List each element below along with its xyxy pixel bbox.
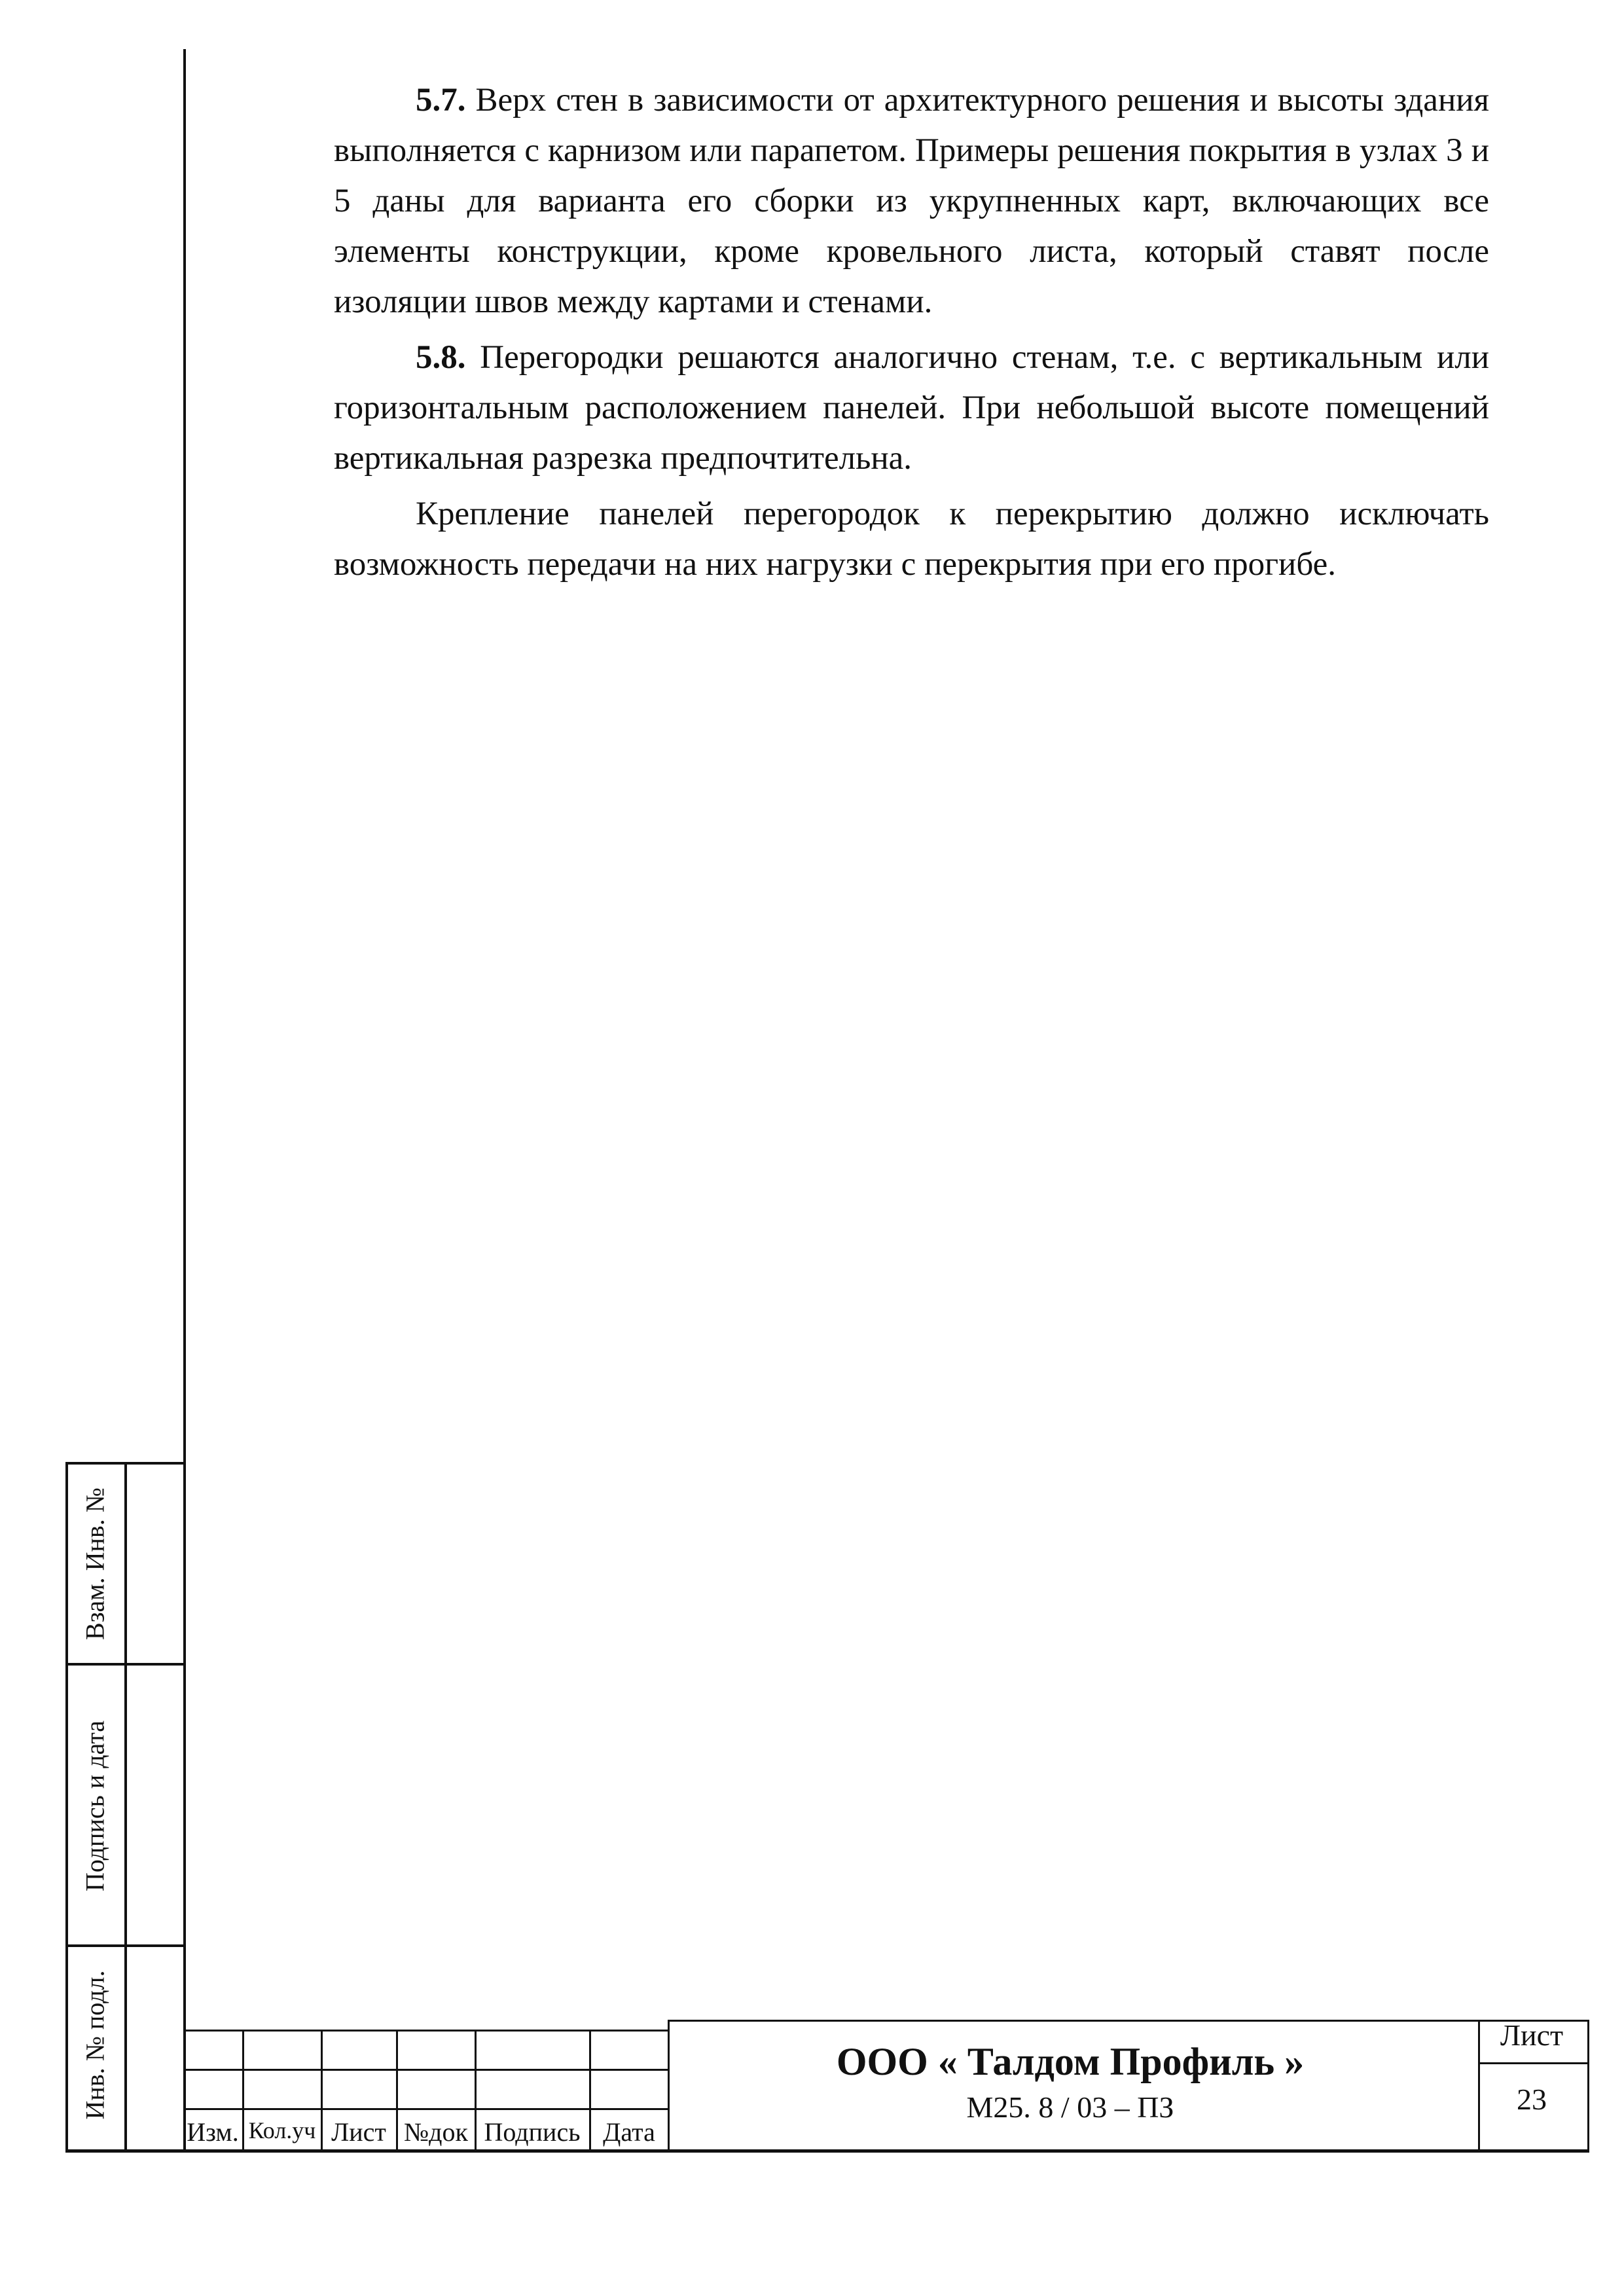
title-block-sheet-divider bbox=[1478, 2062, 1589, 2064]
col-izm-label: Изм. bbox=[187, 2117, 239, 2147]
left-margin-line bbox=[183, 49, 186, 2151]
side-stamp-left-line bbox=[65, 1463, 68, 2151]
title-block-top-right-line bbox=[668, 2020, 1589, 2022]
paragraph-number: 5.7. bbox=[416, 82, 466, 118]
side-stamp-top-line bbox=[65, 1462, 186, 1465]
podpis-data-label: Подпись и дата bbox=[80, 1720, 110, 1892]
body-text bbox=[334, 75, 1489, 590]
paragraph-text: Крепление панелей перегородок к перекрытию должно исключать возможность передачи на них нагрузки с перекрытия при его прогибе. bbox=[334, 496, 1489, 583]
paragraph-text: Перегородки решаются аналогично стенам, т.е. с вертикальным или горизонтальным расположением панелей. При небольшой высоте помещений вертикальная разрезка предпочтительна. bbox=[334, 339, 1489, 477]
document-code: М25. 8 / 03 – ПЗ bbox=[966, 2090, 1174, 2124]
paragraph-5-8 bbox=[334, 333, 1489, 484]
col-kolich-label: Кол.уч bbox=[248, 2117, 316, 2143]
title-block-right-edge bbox=[1587, 2020, 1589, 2151]
organization-name: ООО « Талдом Профиль » bbox=[836, 2040, 1305, 2083]
title-block-row-3 bbox=[183, 2108, 668, 2110]
paragraph-number: 5.8. bbox=[416, 339, 466, 376]
inv-podl-label: Инв. № подл. bbox=[80, 1970, 110, 2120]
side-stamp-divider-1 bbox=[65, 1663, 186, 1666]
title-block-row-2 bbox=[183, 2069, 668, 2071]
col-ndok-label: №док bbox=[404, 2117, 468, 2147]
vzam-inv-label: Взам. Инв. № bbox=[80, 1487, 110, 1640]
col-list-label: Лист bbox=[331, 2117, 386, 2147]
sheet-number: 23 bbox=[1517, 2083, 1547, 2116]
col-podpis-label: Подпись bbox=[484, 2117, 581, 2147]
col-data-label: Дата bbox=[603, 2117, 655, 2147]
sheet-label: Лист bbox=[1500, 2018, 1564, 2052]
side-stamp-mid-line bbox=[124, 1463, 127, 2151]
paragraph-fastening bbox=[334, 489, 1489, 590]
paragraph-text: Верх стен в зависимости от архитектурного решения и высоты здания выполняется с карнизом или парапетом. Примеры решения покрытия в узлах 3 и 5 даны для варианта его сборки из укрупненных карт, включающих все элементы конструкции, кроме кровельного листа, который ставят после изоляции швов между картами и стенами. bbox=[334, 82, 1489, 320]
title-block-top-line bbox=[183, 2030, 668, 2032]
page-bottom-line bbox=[65, 2149, 1589, 2153]
paragraph-5-7 bbox=[334, 75, 1489, 327]
